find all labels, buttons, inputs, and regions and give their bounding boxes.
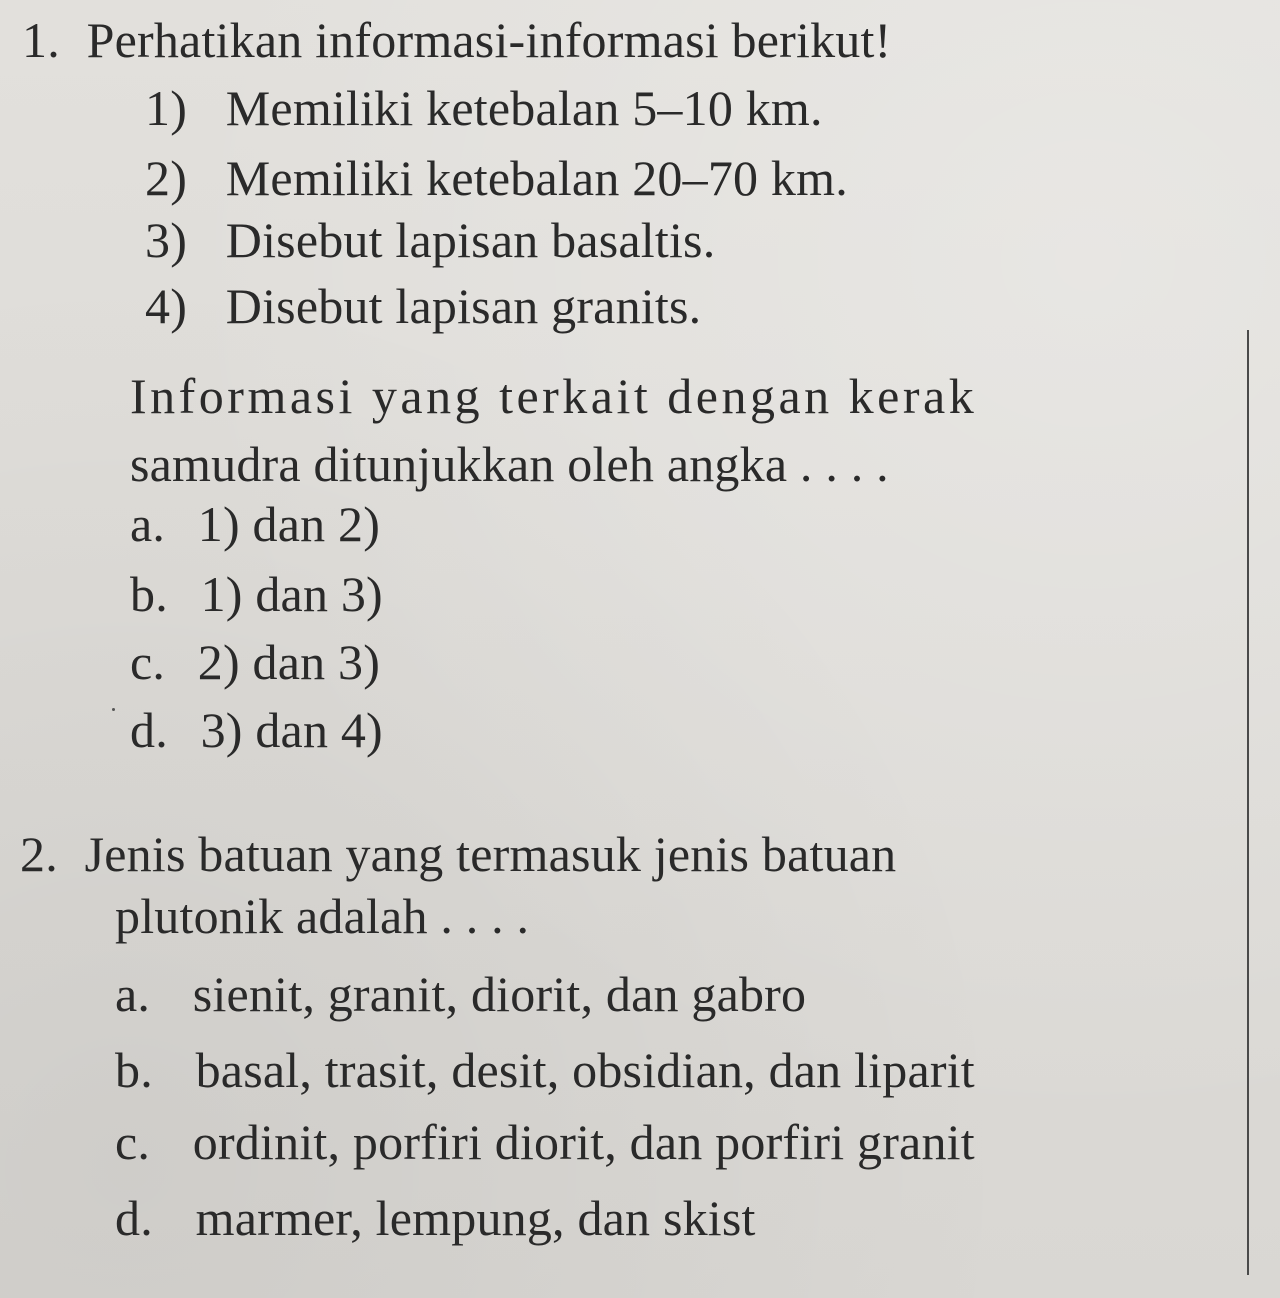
statement-3: [145, 210, 715, 270]
statement-text: Memiliki ketebalan 5–10 km.: [225, 80, 823, 136]
question-1-prompt: Perhatikan informasi-informasi berikut!: [86, 12, 892, 68]
question-2-option-a: [115, 964, 806, 1024]
option-letter: c.: [130, 634, 166, 690]
option-text: ordinit, porfiri diorit, dan porfiri granit: [192, 1114, 975, 1170]
statement-number: 4): [145, 278, 188, 334]
statement-text: Disebut lapisan basaltis.: [225, 212, 716, 268]
statement-number: 2): [145, 150, 188, 206]
option-text: 3) dan 4): [200, 702, 383, 758]
question-2-option-b: [115, 1040, 975, 1100]
option-letter: d.: [115, 1190, 153, 1246]
page-margin-rule: [1247, 330, 1249, 1275]
option-text: 1) dan 2): [197, 496, 381, 552]
question-2-option-c: [115, 1112, 975, 1172]
option-letter: b.: [130, 566, 168, 622]
question-1-option-c: [130, 632, 380, 692]
statement-1: [145, 78, 823, 138]
question-2-number: 2.: [20, 826, 58, 882]
option-text: basal, trasit, desit, obsidian, dan liparit: [195, 1042, 975, 1098]
question-2-option-d: [115, 1188, 756, 1248]
statement-2: [145, 148, 848, 208]
question-1-text-line-1: Informasi yang terkait dengan kerak: [130, 368, 978, 424]
option-letter: a.: [130, 496, 166, 552]
question-1-option-b: [130, 564, 383, 624]
option-text: 2) dan 3): [197, 634, 381, 690]
option-letter: a.: [115, 966, 151, 1022]
question-1-option-a: [130, 494, 380, 554]
question-1-option-d: [130, 700, 383, 760]
option-text: sienit, granit, diorit, dan gabro: [192, 966, 807, 1022]
option-text: marmer, lempung, dan skist: [195, 1190, 756, 1246]
question-2-prompt-line-2: plutonik adalah . . . .: [115, 888, 530, 944]
question-1-text-line-2: samudra ditunjukkan oleh angka . . . .: [130, 436, 889, 492]
statement-text: Disebut lapisan granits.: [225, 278, 702, 334]
statement-4: [145, 276, 701, 336]
option-letter: d.: [130, 702, 168, 758]
option-letter: b.: [115, 1042, 153, 1098]
question-1-header: [22, 10, 891, 70]
statement-number: 1): [145, 80, 188, 136]
question-2-prompt-line-1: Jenis batuan yang termasuk jenis batuan: [84, 826, 897, 882]
statement-text: Memiliki ketebalan 20–70 km.: [225, 150, 848, 206]
question-2-header: [20, 824, 896, 884]
question-1-number: 1.: [22, 12, 60, 68]
option-text: 1) dan 3): [200, 566, 383, 622]
option-letter: c.: [115, 1114, 151, 1170]
statement-number: 3): [145, 212, 188, 268]
stray-mark: [112, 708, 115, 711]
